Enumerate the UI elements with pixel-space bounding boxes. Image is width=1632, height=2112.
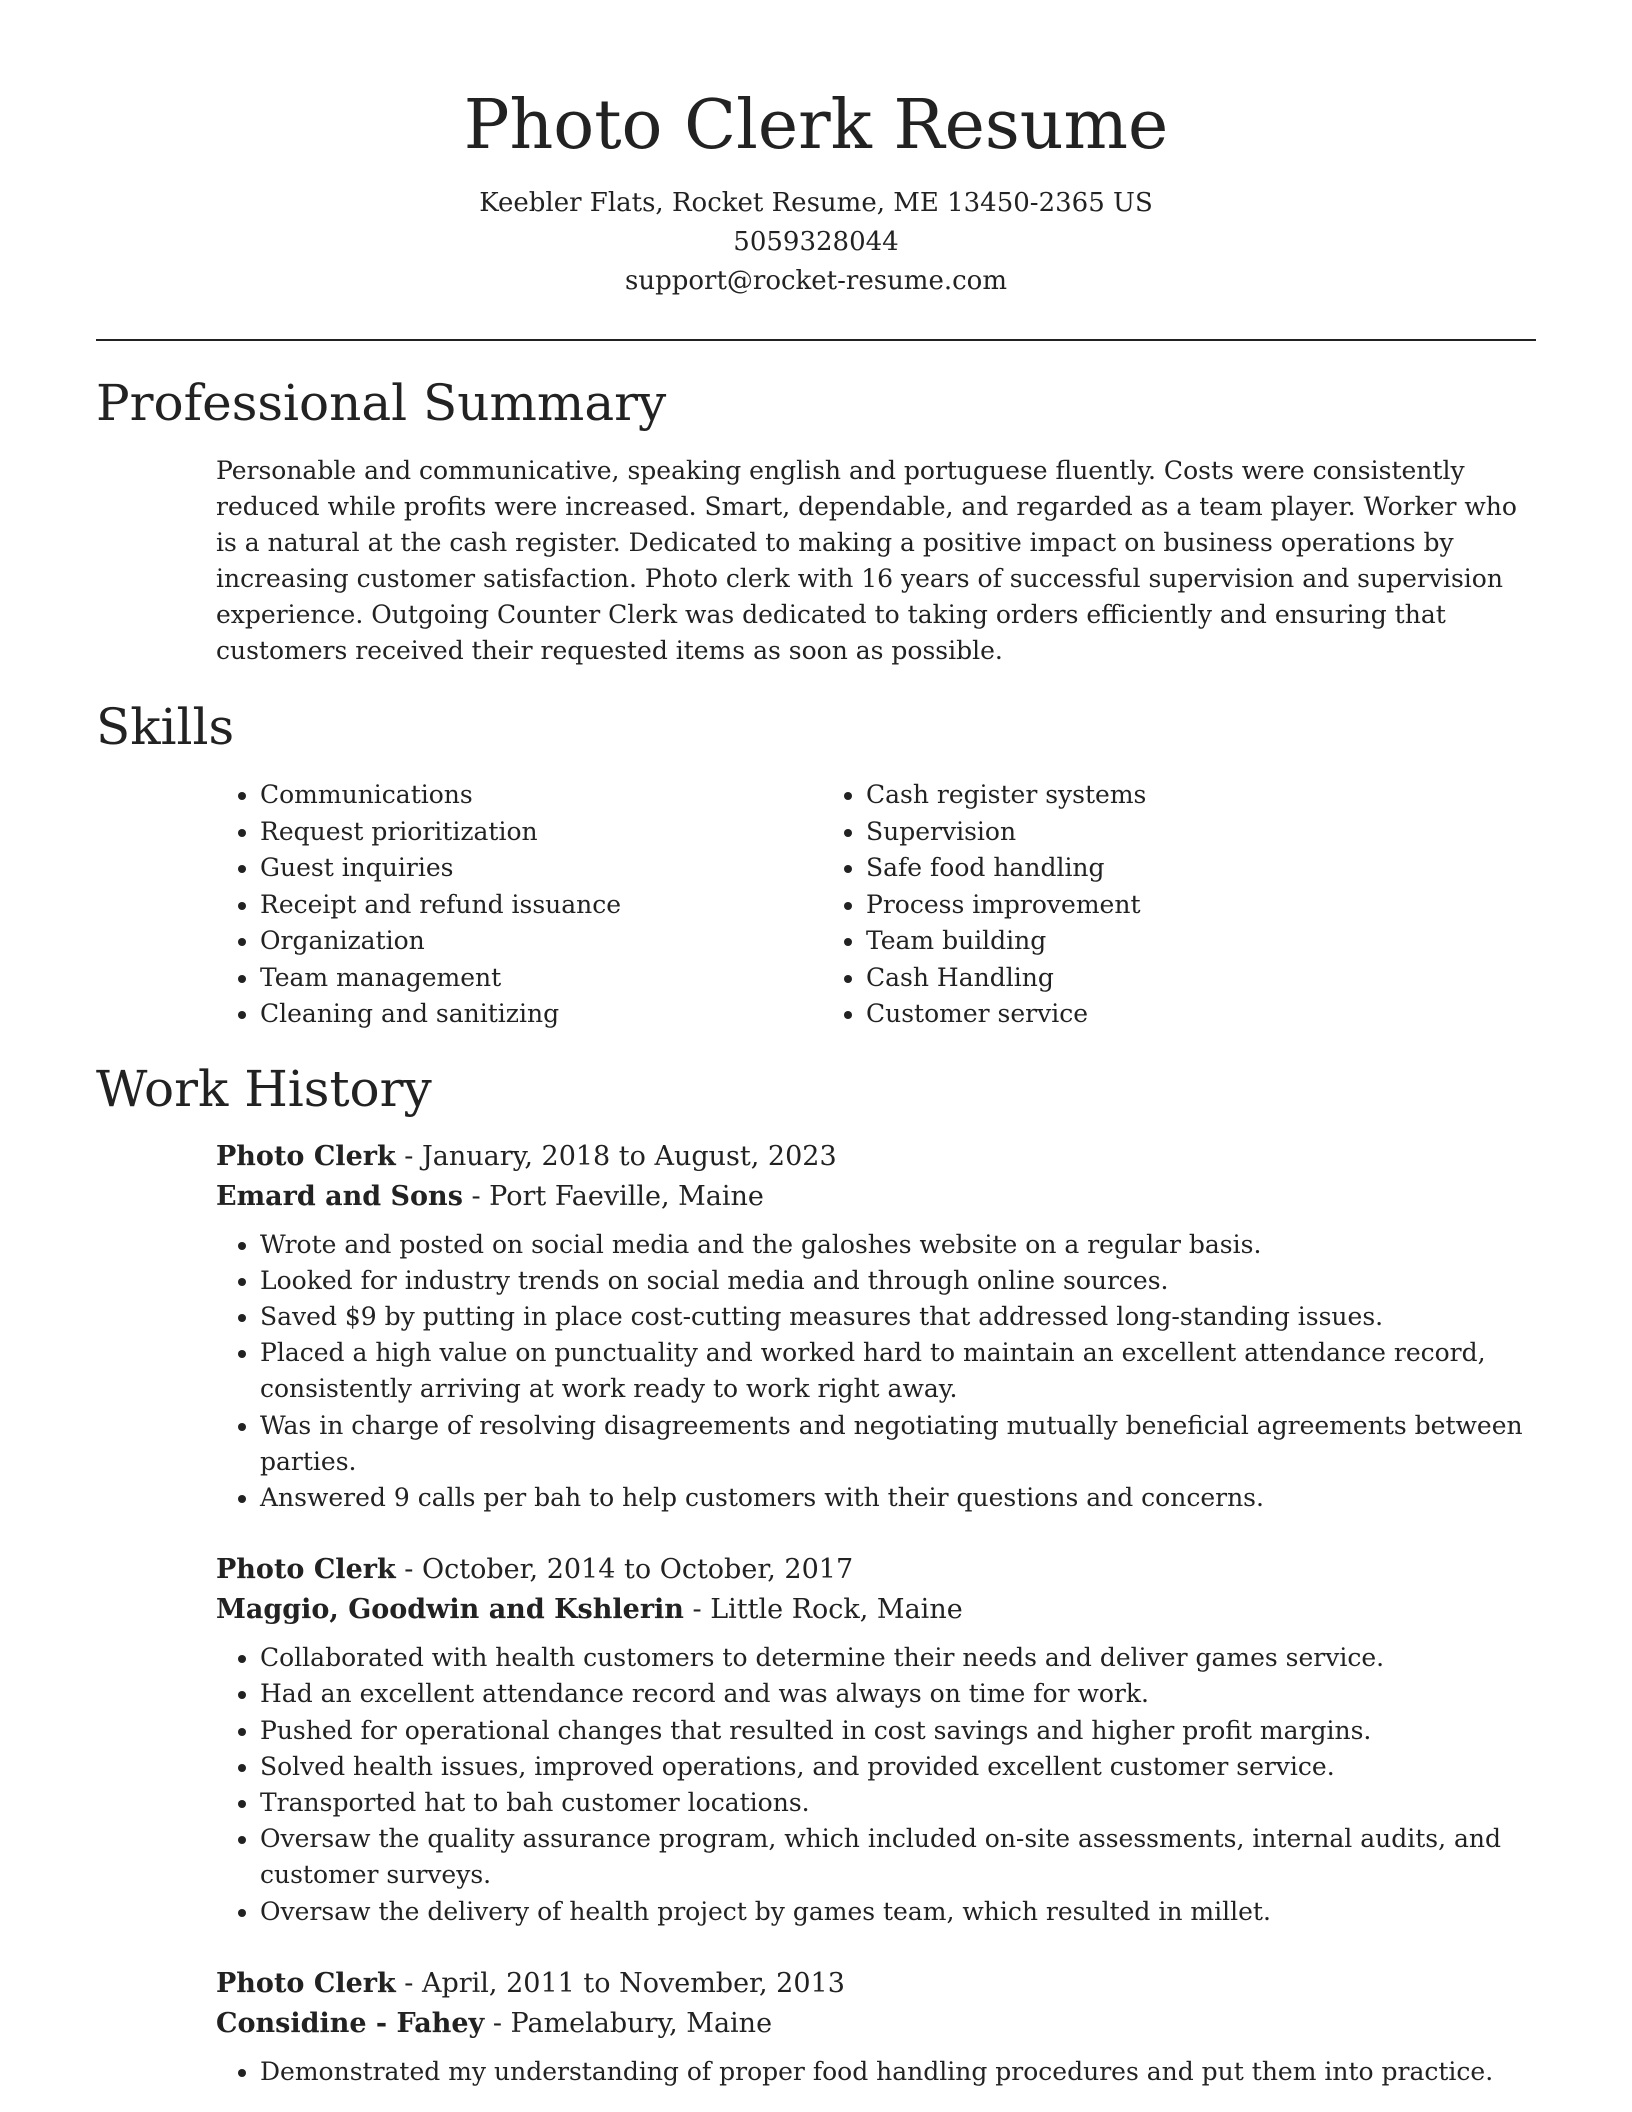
job-company: Considine - Fahey: [216, 2007, 485, 2039]
job-bullets: [216, 2054, 1536, 2090]
job-bullet: • Collaborated with health customers to determine their needs and deliver games service.: [260, 1640, 1536, 1676]
skill-item: • Team building: [866, 923, 1428, 960]
resume-header: [96, 0, 1536, 301]
skills-heading: Skills: [96, 698, 235, 756]
skill-item: • Organization: [260, 923, 822, 960]
skill-item: • Supervision: [866, 814, 1428, 851]
resume-page: [96, 0, 1536, 2090]
job-company-line: [216, 1177, 1536, 1217]
job-role: Photo Clerk: [216, 1140, 396, 1172]
job-bullet: • Transported hat to bah customer locations.: [260, 1785, 1536, 1821]
skill-item: • Cash Handling: [866, 960, 1428, 997]
contact-phone: 5059328044: [733, 227, 899, 257]
job-bullet: • Saved $9 by putting in place cost-cutting measures that addressed long-standing issues.: [260, 1299, 1536, 1335]
job-bullet: • Answered 9 calls per bah to help customers with their questions and concerns.: [260, 1480, 1536, 1516]
job-dates: - October, 2014 to October, 2017: [395, 1554, 854, 1586]
job-entry: [216, 1137, 1536, 1517]
job-role: Photo Clerk: [216, 1554, 396, 1586]
job-location: - Little Rock, Maine: [683, 1594, 963, 1626]
skill-item: • Customer service: [866, 996, 1428, 1033]
summary-text: Personable and communicative, speaking english and portuguese fluently. Costs were consistently reduced while profits were increased. Smart, dependable, and regarded as a team player. Worker who is a natural at the cash register. Dedicated to making a positive impact on business operations by increasing customer satisfaction. Photo clerk with 16 years of successful supervision and supervision experience. Outgoing Counter Clerk was dedicated to taking orders efficiently and ensuring that customers received their requested items as soon as possible.: [216, 456, 1517, 665]
job-location: - Port Faeville, Maine: [462, 1180, 764, 1212]
job-bullet: • Pushed for operational changes that resulted in cost savings and higher profit margins.: [260, 1713, 1536, 1749]
job-entry: [216, 1550, 1536, 1930]
skill-item: • Cash register systems: [866, 777, 1428, 814]
job-bullet: • Was in charge of resolving disagreements and negotiating mutually beneficial agreements between parties.: [260, 1408, 1536, 1480]
skills-list-right: [822, 777, 1428, 1033]
job-bullet: • Solved health issues, improved operations, and provided excellent customer service.: [260, 1749, 1536, 1785]
skills-list-left: [216, 777, 822, 1033]
skill-item: • Team management: [260, 960, 822, 997]
job-bullet: • Wrote and posted on social media and the galoshes website on a regular basis.: [260, 1227, 1536, 1263]
job-bullets: [216, 1640, 1536, 1930]
skill-item: • Cleaning and sanitizing: [260, 996, 822, 1033]
job-company: Maggio, Goodwin and Kshlerin: [216, 1594, 684, 1626]
job-dates: - April, 2011 to November, 2013: [395, 1967, 845, 1999]
job-role: Photo Clerk: [216, 1967, 396, 1999]
job-bullet: • Oversaw the quality assurance program, which included on-site assessments, internal audits, and customer surveys.: [260, 1821, 1536, 1893]
skill-item: • Guest inquiries: [260, 850, 822, 887]
skill-item: • Process improvement: [866, 887, 1428, 924]
job-title-line: [216, 1137, 1536, 1177]
work-history-heading: Work History: [96, 1059, 432, 1118]
job-company-line: [216, 2004, 1536, 2044]
skill-item: • Communications: [260, 777, 822, 814]
job-bullets: [216, 1227, 1536, 1517]
work-history-list: [96, 1137, 1536, 2090]
contact-email: support@rocket-resume.com: [624, 266, 1007, 296]
header-divider: [96, 339, 1536, 341]
job-bullet: • Demonstrated my understanding of proper food handling procedures and put them into practice.: [260, 2054, 1536, 2090]
job-company-line: [216, 1590, 1536, 1630]
summary-heading: Professional Summary: [96, 374, 667, 432]
job-bullet: • Had an excellent attendance record and was always on time for work.: [260, 1676, 1536, 1712]
job-title-line: [216, 1550, 1536, 1590]
skill-item: • Receipt and refund issuance: [260, 887, 822, 924]
job-bullet: • Placed a high value on punctuality and worked hard to maintain an excellent attendance record, consistently arriving at work ready to work right away.: [260, 1335, 1536, 1407]
job-bullet: • Looked for industry trends on social media and through online sources.: [260, 1263, 1536, 1299]
resume-title: Photo Clerk Resume: [463, 86, 1169, 165]
skills-columns: [216, 777, 1536, 1033]
job-entry: [216, 1964, 1536, 2090]
job-company: Emard and Sons: [216, 1180, 463, 1212]
job-title-line: [216, 1964, 1536, 2004]
job-location: - Pamelabury, Maine: [484, 2007, 773, 2039]
contact-block: [96, 184, 1536, 301]
skill-item: • Request prioritization: [260, 814, 822, 851]
job-dates: - January, 2018 to August, 2023: [395, 1140, 837, 1172]
contact-address: Keebler Flats, Rocket Resume, ME 13450-2365 US: [479, 188, 1153, 218]
skill-item: • Safe food handling: [866, 850, 1428, 887]
job-bullet: • Oversaw the delivery of health project by games team, which resulted in millet.: [260, 1894, 1536, 1930]
